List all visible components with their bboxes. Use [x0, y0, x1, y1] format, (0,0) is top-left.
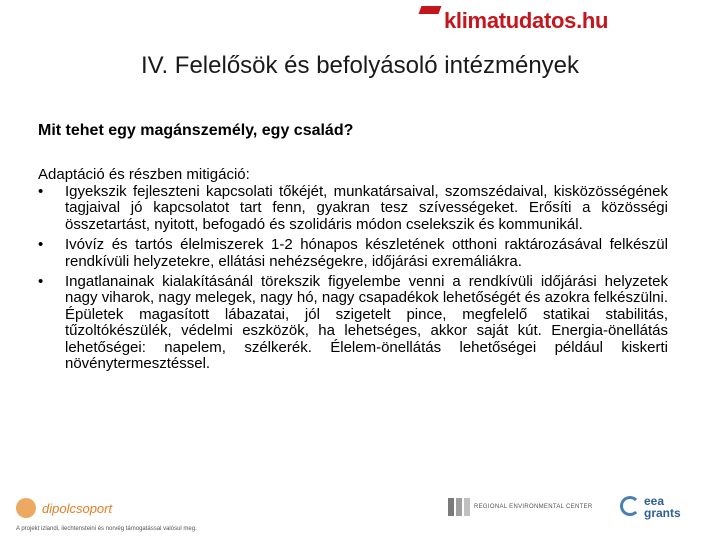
slide-title: IV. Felelősök és befolyásoló intézmények — [140, 52, 580, 79]
eea-swirl-icon — [620, 496, 640, 516]
bullet-marker: • — [38, 236, 44, 254]
funding-note: A projekt izlandi, liechtensteini és norvég támogatással valósul meg. — [16, 526, 197, 532]
bullet-marker: • — [38, 273, 44, 291]
bullet-list — [38, 184, 668, 376]
eea-grants-logo — [620, 490, 700, 530]
rec-logo-icon-bar — [464, 498, 470, 516]
logo-accent-bar — [419, 6, 442, 14]
bullet-text: Igyekszik fejleszteni kapcsolati tőkéjét, munkatársaival, szomszédaival, kisközösségének tagjaival jó kapcsolatot tart fenn, gyakran tesz szívességeket. Erősíti a közösségi összetartást, nyitott, befogadó és szolidáris módon cselekszik és kommunikál. — [65, 183, 668, 233]
klimatudatos-logo — [420, 2, 620, 48]
dipol-circle-icon — [16, 498, 36, 518]
list-item — [38, 237, 668, 270]
site-brand: klimatudatos.hu — [444, 8, 609, 33]
slide-subtitle: Mit tehet egy magánszemély, egy család? — [38, 122, 354, 139]
rec-logo-icon-bar — [456, 498, 462, 516]
eea-line1: eea — [644, 494, 665, 508]
footer — [0, 490, 720, 540]
intro-line: Adaptáció és részben mitigáció: — [38, 166, 250, 183]
bullet-marker: • — [38, 183, 44, 200]
dipol-logo — [16, 494, 136, 520]
eea-label — [644, 495, 681, 519]
eea-line2: grants — [644, 506, 681, 520]
dipol-label: dipolcsoport — [42, 501, 113, 516]
list-item — [38, 184, 668, 233]
bullet-text: Ivóvíz és tartós élelmiszerek 1-2 hónapos készletének otthoni raktározásával felkészül rendkívüli helyzetekre, ellátási nehézségekre, időjárási exremáliákra. — [65, 236, 668, 270]
rec-logo — [448, 494, 618, 520]
rec-label: REGIONAL ENVIRONMENTAL CENTER — [474, 504, 593, 510]
list-item — [38, 274, 668, 372]
rec-logo-icon — [448, 498, 454, 516]
bullet-text: Ingatlanainak kialakításánál törekszik figyelembe venni a rendkívüli időjárási helyzetek nagy viharok, nagy melegek, nagy hó, nagy csapadékok lehetőségét és azokra felkészülni. Épületek magasított lábazatai, jól szigetelt pince, megfelelő statikai stabilitás, tűzoltókészülék, védelmi eszközök, ha lehetséges, akkor saját kút. Energia-önellátás lehetőségei: napelem, szélkerék. Élelem-önellátás lehetőségei például kiskerti növénytermesztéssel. — [65, 273, 668, 373]
